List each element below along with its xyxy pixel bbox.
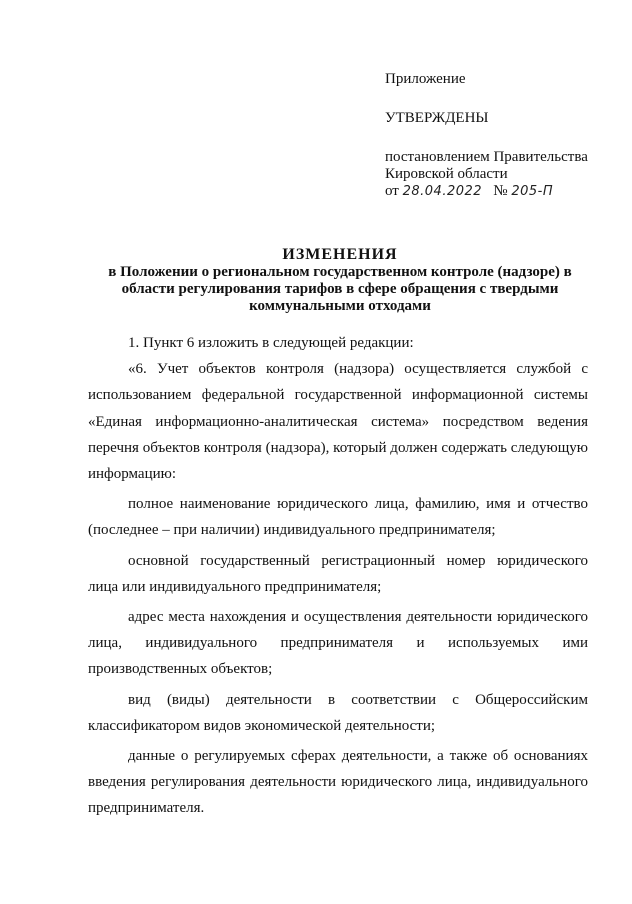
date-prefix: от [385, 183, 399, 199]
list-item-address: адрес места нахождения и осуществления деятельности юридического лица, индивидуального предпринимателя и используемых ими производственных объектов; [88, 609, 588, 678]
paragraph-6: «6. Учет объектов контроля (надзора) осуществляется службой с использованием федеральной государственной информационной системы «Единая информационно-аналитическая система» посредством ведения перечня объектов контроля (надзора), который должен содержать следующую информацию: [88, 361, 588, 483]
title-main: ИЗМЕНЕНИЯ [282, 246, 398, 263]
list-item-regulation: данные о регулируемых сферах деятельности, а также об основаниях введения регулирования деятельности юридического лица, индивидуального предпринимателя. [88, 748, 588, 817]
approval-block [385, 71, 615, 200]
document-title [90, 246, 590, 315]
approval-date-line [385, 183, 615, 200]
approved-label: УТВЕРЖДЕНЫ [385, 110, 489, 126]
list-item-name: полное наименование юридического лица, фамилию, имя и отчество (последнее – при наличии) индивидуального предпринимателя; [88, 496, 588, 539]
approved-by-line2: Кировской области [385, 166, 508, 182]
list-item-ogrn: основной государственный регистрационный номер юридического лица или индивидуального предпринимателя; [88, 552, 588, 595]
title-subtitle: в Положении о региональном государственном контроле (надзоре) в области регулирования тарифов в сфере обращения с твердыми коммунальными отходами [108, 264, 572, 314]
number-prefix: № [493, 183, 508, 199]
handwritten-date: 28.04.2022 [402, 184, 483, 199]
handwritten-number: 205-П [511, 184, 554, 199]
appendix-label: Приложение [385, 71, 466, 87]
document-body [88, 330, 588, 822]
approved-by-line1: постановлением Правительства [385, 149, 588, 165]
item-1: 1. Пункт 6 изложить в следующей редакции: [128, 335, 414, 351]
list-item-activity: вид (виды) деятельности в соответствии с Общероссийским классификатором видов экономической деятельности; [88, 691, 588, 734]
